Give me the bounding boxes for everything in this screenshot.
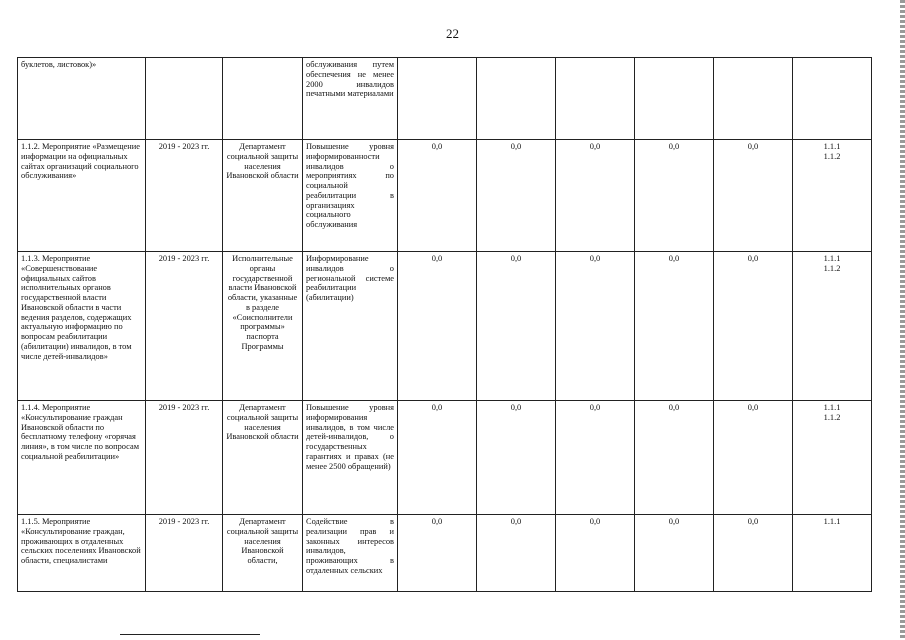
funding-value-cell: 0,0 — [714, 140, 793, 252]
funding-value-cell: 0,0 — [398, 401, 477, 515]
table-row — [18, 252, 872, 401]
indicator-code: 1.1.2 — [823, 151, 841, 161]
scan-edge-artifact — [900, 0, 905, 640]
funding-value-cell — [398, 58, 477, 140]
funding-value-cell: 0,0 — [714, 401, 793, 515]
indicator-codes-cell — [793, 252, 872, 401]
period-cell — [146, 58, 223, 140]
funding-value-cell: 0,0 — [477, 252, 556, 401]
executor-cell: Департамент социальной защиты населения Ивановской области — [223, 140, 303, 252]
indicator-code: 1.1.1 — [823, 403, 841, 412]
indicator-codes-cell — [793, 140, 872, 252]
indicator-codes-cell — [793, 58, 872, 140]
executor-cell — [223, 58, 303, 140]
executor-cell: Департамент социальной защиты населения Ивановской области, — [223, 515, 303, 592]
funding-value-cell — [635, 58, 714, 140]
expected-result-cell: Содействие в реализации прав и законных интересов инвалидов, проживающих в отдаленных сельских — [303, 515, 398, 592]
table-row — [18, 401, 872, 515]
funding-value-cell: 0,0 — [477, 401, 556, 515]
funding-value-cell — [556, 58, 635, 140]
funding-value-cell: 0,0 — [635, 140, 714, 252]
indicator-code: 1.1.1 — [823, 517, 841, 526]
measure-name-cell: 1.1.5. Мероприятие «Консультирование граждан, проживающих в отдаленных сельских поселениях Ивановской области, специалистами — [18, 515, 146, 592]
expected-result-cell: обслуживания путем обеспечения не менее 2000 инвалидов печатными материалами — [303, 58, 398, 140]
expected-result-cell: Информирование инвалидов о региональной системе реабилитации (абилитации) — [303, 252, 398, 401]
indicator-codes-cell — [793, 515, 872, 592]
funding-value-cell: 0,0 — [556, 401, 635, 515]
indicator-code: 1.1.1 — [823, 142, 841, 151]
table-row — [18, 58, 872, 140]
table-row — [18, 515, 872, 592]
measure-name-cell: 1.1.3. Мероприятие «Совершенствование официальных сайтов исполнительных органов государственной власти Ивановской области в части ведения разделов, содержащих актуальную информацию по вопросам реабилитации (абилитации) инвалидов, в том числе детей-инвалидов» — [18, 252, 146, 401]
funding-value-cell: 0,0 — [635, 515, 714, 592]
measure-name-cell: 1.1.4. Мероприятие «Консультирование граждан Ивановской области по бесплатному телефону «горячая линия», в том числе по вопросам социальной реабилитации» — [18, 401, 146, 515]
funding-value-cell: 0,0 — [714, 252, 793, 401]
funding-value-cell: 0,0 — [398, 515, 477, 592]
funding-value-cell: 0,0 — [477, 515, 556, 592]
funding-value-cell: 0,0 — [398, 252, 477, 401]
expected-result-cell: Повышение уровня информированности инвалидов о мероприятиях по социальной реабилитации в организациях социального обслуживания — [303, 140, 398, 252]
executor-cell: Исполнительные органы государственной власти Ивановской области, указанные в разделе «Соисполнители программы» паспорта Программы — [223, 252, 303, 401]
footnote-separator — [120, 634, 260, 635]
indicator-code: 1.1.1 — [823, 254, 841, 263]
executor-cell: Департамент социальной защиты населения Ивановской области — [223, 401, 303, 515]
table-row — [18, 140, 872, 252]
page-number: 22 — [446, 26, 459, 41]
expected-result-cell: Повышение уровня информирования инвалидов, в том числе детей-инвалидов, о государственных гарантиях и правах (не менее 2500 обращений) — [303, 401, 398, 515]
indicator-codes-cell — [793, 401, 872, 515]
funding-value-cell: 0,0 — [714, 515, 793, 592]
funding-value-cell: 0,0 — [477, 140, 556, 252]
funding-value-cell: 0,0 — [556, 515, 635, 592]
measure-name-cell: буклетов, листовок)» — [18, 58, 146, 140]
funding-value-cell: 0,0 — [635, 401, 714, 515]
funding-value-cell: 0,0 — [398, 140, 477, 252]
indicator-code: 1.1.2 — [823, 263, 841, 273]
period-cell: 2019 - 2023 гг. — [146, 140, 223, 252]
indicator-code: 1.1.2 — [823, 412, 841, 422]
funding-value-cell: 0,0 — [556, 252, 635, 401]
measures-table — [17, 57, 872, 592]
measure-name-cell: 1.1.2. Мероприятие «Размещение информации на официальных сайтах организаций социального обслуживания» — [18, 140, 146, 252]
period-cell: 2019 - 2023 гг. — [146, 401, 223, 515]
period-cell: 2019 - 2023 гг. — [146, 515, 223, 592]
funding-value-cell: 0,0 — [635, 252, 714, 401]
funding-value-cell — [714, 58, 793, 140]
funding-value-cell — [477, 58, 556, 140]
funding-value-cell: 0,0 — [556, 140, 635, 252]
period-cell: 2019 - 2023 гг. — [146, 252, 223, 401]
